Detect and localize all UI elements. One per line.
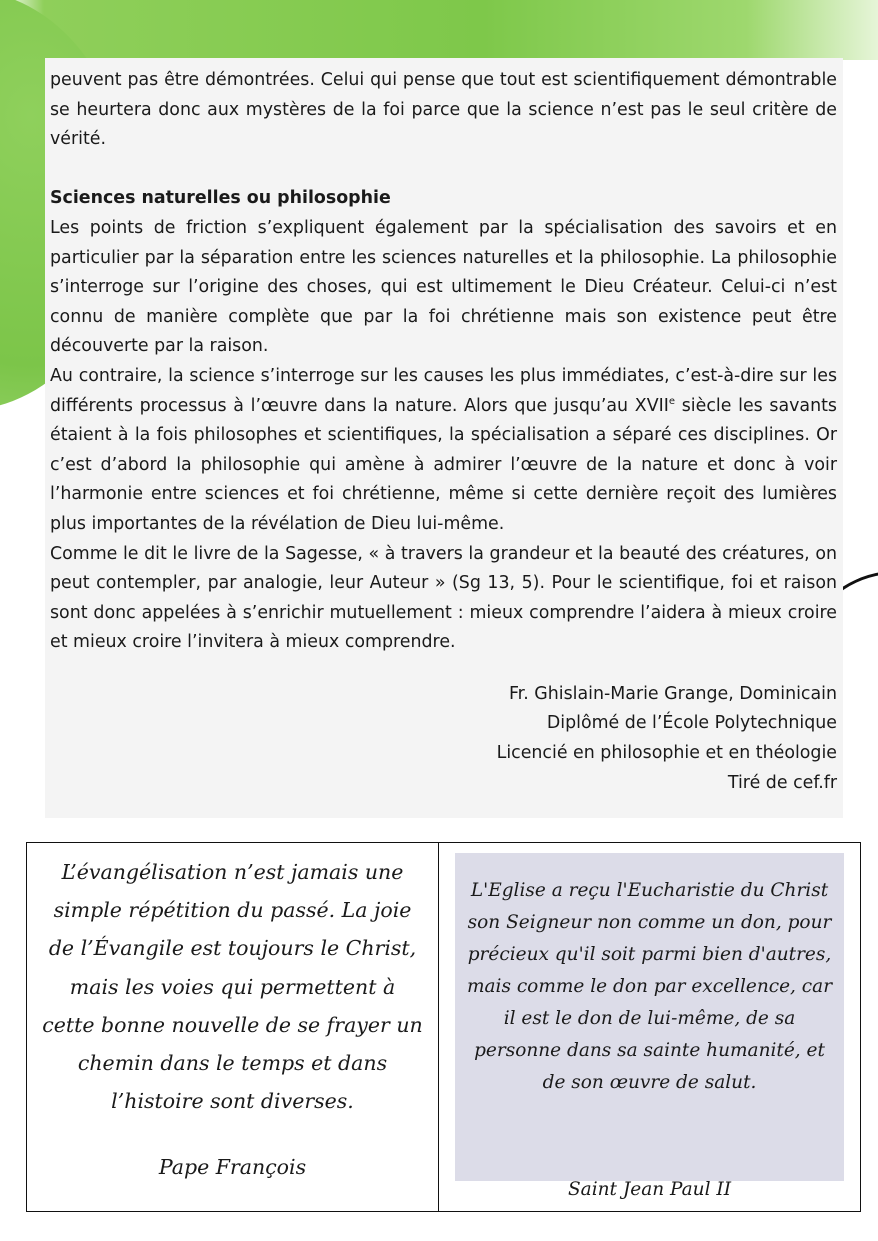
paragraph-spacer: [50, 155, 837, 185]
section-heading: Sciences naturelles ou philosophie: [50, 188, 391, 209]
intro-paragraph: peuvent pas être démontrées. Celui qui pense que tout est scientifiquement démontrable se heurtera donc aux mystères de la foi parce que la science n’est pas le seul critère de vérité.: [50, 70, 837, 150]
quotes-table: [26, 842, 861, 1212]
paragraph-2: [50, 362, 837, 540]
quote-author-jean-paul: Saint Jean Paul II: [567, 1179, 731, 1200]
signature-line-diploma: Diplômé de l’École Polytechnique: [546, 713, 837, 734]
quote-cell-left: [27, 843, 439, 1211]
article-body: [45, 58, 843, 818]
century-superscript: e: [668, 395, 676, 407]
signature-line-source: Tiré de cef.fr: [727, 772, 837, 793]
signature-line-name: Fr. Ghislain-Marie Grange, Dominicain: [508, 683, 837, 704]
top-green-band: [0, 0, 878, 60]
paragraph-2-start: Au contraire, la science s’interroge sur les causes les plus immédiates, c’est-à-dire sur les différents processus à l’œuvre dans la nature. Alors que jusqu’au XVII: [50, 365, 837, 416]
author-signature: [50, 680, 837, 798]
quote-author-francois: Pape François: [158, 1155, 307, 1179]
quote-text-jean-paul: L'Eglise a reçu l'Eucharistie du Christ son Seigneur non comme un don, pour précieux qu'il soit parmi bien d'autres, mais comme le don par excellence, car il est le don de lui-même, de sa personne dans sa sainte humanité, et de son œuvre de salut.: [466, 880, 833, 1093]
quote-text-francois: L’évangélisation n’est jamais une simple répétition du passé. La joie de l’Évangile est toujours le Christ, mais les voies qui permettent à cette bonne nouvelle de se frayer un chemin dans le temps et dans l’histoire sont diverses.: [42, 860, 423, 1114]
signature-line-degree: Licencié en philosophie et en théologie: [496, 743, 837, 764]
quote-box-shaded: [455, 853, 844, 1181]
quote-cell-right: [439, 843, 860, 1211]
paragraph-2-end: siècle les savants étaient à la fois philosophes et scientifiques, la spécialisation a séparé ces disciplines. Or c’est d’abord la philosophie qui amène à admirer l’œuvre de la nature et donc à voir l’harmonie entre sciences et foi chrétienne, même si cette dernière reçoit des lumières plus importantes de la révélation de Dieu lui-même.: [50, 395, 837, 534]
paragraph-1: Les points de friction s’expliquent également par la spécialisation des savoirs et en particulier par la séparation entre les sciences naturelles et la philosophie. La philosophie s’interroge sur l’origine des choses, qui est ultimement le Dieu Créateur. Celui-ci n’est connu de manière complète que par la foi chrétienne mais son existence peut être découverte par la raison.: [50, 217, 837, 357]
paragraph-3: Comme le dit le livre de la Sagesse, « à travers la grandeur et la beauté des créatures, on peut contempler, par analogie, leur Auteur » (Sg 13, 5). Pour le scientifique, foi et raison sont donc appelées à s’enrichir mutuellement : mieux comprendre l’aidera à mieux croire et mieux croire l’invitera à mieux comprendre.: [50, 543, 837, 653]
